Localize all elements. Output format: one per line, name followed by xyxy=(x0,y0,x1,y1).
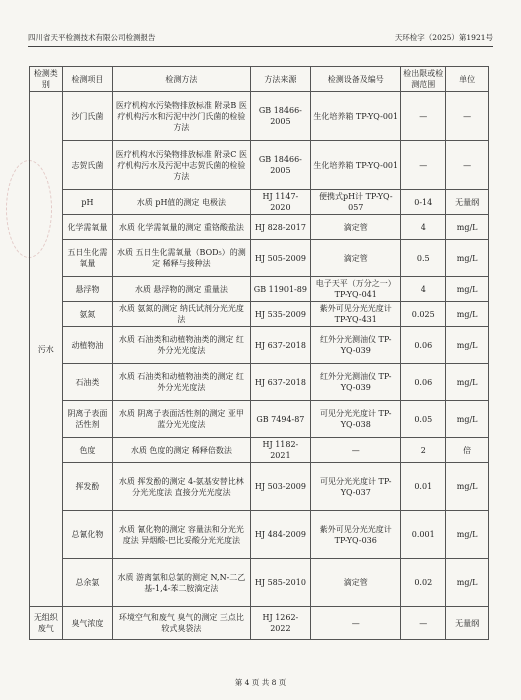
source-cell: HJ 535-2009 xyxy=(250,302,311,327)
unit-cell: — xyxy=(446,92,489,141)
method-cell: 水质 pH值的测定 电极法 xyxy=(113,190,250,215)
source-cell: HJ 484-2009 xyxy=(250,511,311,559)
unit-cell: 倍 xyxy=(446,438,489,463)
item-cell: 阴离子表面活性剂 xyxy=(62,401,113,438)
col-header-device: 检测设备及编号 xyxy=(311,67,401,92)
item-cell: 化学需氧量 xyxy=(62,215,113,240)
table-row xyxy=(30,607,489,640)
method-cell: 水质 化学需氧量的测定 重铬酸盐法 xyxy=(113,215,250,240)
table-row xyxy=(30,277,489,302)
method-cell: 水质 五日生化需氧量（BOD₅）的测定 稀释与接种法 xyxy=(113,240,250,277)
device-cell: — xyxy=(311,607,401,640)
source-cell: GB 18466-2005 xyxy=(250,92,311,141)
method-cell: 医疗机构水污染物排放标准 附录C 医疗机构污水及污泥中志贺氏菌的检验方法 xyxy=(113,141,250,190)
unit-cell: mg/L xyxy=(446,463,489,511)
method-cell: 医疗机构水污染物排放标准 附录B 医疗机构污水和污泥中沙门氏菌的检验方法 xyxy=(113,92,250,141)
col-header-source: 方法来源 xyxy=(250,67,311,92)
unit-cell: mg/L xyxy=(446,401,489,438)
limit-cell: 4 xyxy=(401,277,446,302)
source-cell: HJ 585-2010 xyxy=(250,559,311,607)
item-cell: 臭气浓度 xyxy=(62,607,113,640)
table-row xyxy=(30,327,489,364)
table-row xyxy=(30,302,489,327)
device-cell: 可见分光光度计 TP-YQ-037 xyxy=(311,463,401,511)
source-cell: GB 7494-87 xyxy=(250,401,311,438)
col-header-limit: 检出限或检测范围 xyxy=(401,67,446,92)
source-cell: HJ 828-2017 xyxy=(250,215,311,240)
method-cell: 水质 氨氮的测定 纳氏试剂分光光度法 xyxy=(113,302,250,327)
table-row xyxy=(30,401,489,438)
device-cell: 生化培养箱 TP-YQ-001 xyxy=(311,141,401,190)
table-row xyxy=(30,438,489,463)
unit-cell: mg/L xyxy=(446,240,489,277)
limit-cell: — xyxy=(401,141,446,190)
source-cell: HJ 637-2018 xyxy=(250,327,311,364)
method-cell: 水质 石油类和动植物油类的测定 红外分光光度法 xyxy=(113,364,250,401)
device-cell: 滴定管 xyxy=(311,215,401,240)
method-cell: 环境空气和废气 臭气的测定 三点比较式臭袋法 xyxy=(113,607,250,640)
unit-cell: mg/L xyxy=(446,364,489,401)
header-divider xyxy=(28,46,493,47)
item-cell: 氨氮 xyxy=(62,302,113,327)
source-cell: HJ 1182-2021 xyxy=(250,438,311,463)
device-cell: 滴定管 xyxy=(311,559,401,607)
source-cell: HJ 505-2009 xyxy=(250,240,311,277)
method-cell: 水质 游离氯和总氯的测定 N,N-二乙基-1,4-苯二胺滴定法 xyxy=(113,559,250,607)
limit-cell: — xyxy=(401,92,446,141)
item-cell: 挥发酚 xyxy=(62,463,113,511)
item-cell: 志贺氏菌 xyxy=(62,141,113,190)
item-cell: 总氰化物 xyxy=(62,511,113,559)
method-cell: 水质 石油类和动植物油类的测定 红外分光光度法 xyxy=(113,327,250,364)
col-header-unit: 单位 xyxy=(446,67,489,92)
method-cell: 水质 挥发酚的测定 4-氨基安替比林分光光度法 直接分光光度法 xyxy=(113,463,250,511)
unit-cell: mg/L xyxy=(446,215,489,240)
table-row xyxy=(30,141,489,190)
table-row xyxy=(30,463,489,511)
unit-cell: 无量纲 xyxy=(446,607,489,640)
item-cell: pH xyxy=(62,190,113,215)
item-cell: 色度 xyxy=(62,438,113,463)
unit-cell: mg/L xyxy=(446,559,489,607)
unit-cell: mg/L xyxy=(446,302,489,327)
item-cell: 五日生化需氧量 xyxy=(62,240,113,277)
device-cell: — xyxy=(311,438,401,463)
source-cell: GB 11901-89 xyxy=(250,277,311,302)
limit-cell: 0.05 xyxy=(401,401,446,438)
col-header-category: 检测类别 xyxy=(30,67,63,92)
report-number: 天环检字（2025）第1921号 xyxy=(394,32,493,42)
page-header xyxy=(28,30,493,44)
item-cell: 悬浮物 xyxy=(62,277,113,302)
device-cell: 电子天平（万分之一）TP-YQ-041 xyxy=(311,277,401,302)
device-cell: 紫外可见分光光度计 TP-YQ-036 xyxy=(311,511,401,559)
device-cell: 便携式pH计 TP-YQ-057 xyxy=(311,190,401,215)
table-row xyxy=(30,511,489,559)
item-cell: 沙门氏菌 xyxy=(62,92,113,141)
table-row xyxy=(30,240,489,277)
device-cell: 生化培养箱 TP-YQ-001 xyxy=(311,92,401,141)
col-header-item: 检测项目 xyxy=(62,67,113,92)
table-row xyxy=(30,215,489,240)
item-cell: 石油类 xyxy=(62,364,113,401)
method-cell: 水质 阴离子表面活性剂的测定 亚甲蓝分光光度法 xyxy=(113,401,250,438)
table-row xyxy=(30,559,489,607)
limit-cell: 0-14 xyxy=(401,190,446,215)
company-name: 四川省天平检测技术有限公司检测报告 xyxy=(28,32,156,42)
limit-cell: 0.02 xyxy=(401,559,446,607)
page-number: 第 4 页 共 8 页 xyxy=(234,678,287,687)
unit-cell: mg/L xyxy=(446,511,489,559)
category-cell: 无组织废气 xyxy=(30,607,63,640)
unit-cell: — xyxy=(446,141,489,190)
limit-cell: 0.01 xyxy=(401,463,446,511)
source-cell: HJ 637-2018 xyxy=(250,364,311,401)
method-table xyxy=(29,66,489,640)
item-cell: 总余氯 xyxy=(62,559,113,607)
limit-cell: 0.025 xyxy=(401,302,446,327)
limit-cell: 0.001 xyxy=(401,511,446,559)
unit-cell: mg/L xyxy=(446,277,489,302)
limit-cell: 0.5 xyxy=(401,240,446,277)
limit-cell: 0.06 xyxy=(401,327,446,364)
method-cell: 水质 悬浮物的测定 重量法 xyxy=(113,277,250,302)
table-row xyxy=(30,92,489,141)
limit-cell: 0.06 xyxy=(401,364,446,401)
device-cell: 滴定管 xyxy=(311,240,401,277)
table-header-row xyxy=(30,67,489,92)
table-row xyxy=(30,364,489,401)
method-cell: 水质 氰化物的测定 容量法和分光光度法 异烟酸-巴比妥酸分光光度法 xyxy=(113,511,250,559)
source-cell: HJ 1262-2022 xyxy=(250,607,311,640)
category-cell: 污水 xyxy=(30,92,63,607)
device-cell: 紫外可见分光光度计 TP-YQ-431 xyxy=(311,302,401,327)
limit-cell: 2 xyxy=(401,438,446,463)
col-header-method: 检测方法 xyxy=(113,67,250,92)
method-cell: 水质 色度的测定 稀释倍数法 xyxy=(113,438,250,463)
unit-cell: 无量纲 xyxy=(446,190,489,215)
device-cell: 红外分光测油仪 TP-YQ-039 xyxy=(311,327,401,364)
source-cell: HJ 503-2009 xyxy=(250,463,311,511)
source-cell: GB 18466-2005 xyxy=(250,141,311,190)
unit-cell: mg/L xyxy=(446,327,489,364)
device-cell: 可见分光光度计 TP-YQ-038 xyxy=(311,401,401,438)
limit-cell: — xyxy=(401,607,446,640)
limit-cell: 4 xyxy=(401,215,446,240)
device-cell: 红外分光测油仪 TP-YQ-039 xyxy=(311,364,401,401)
table-row xyxy=(30,190,489,215)
source-cell: HJ 1147-2020 xyxy=(250,190,311,215)
item-cell: 动植物油 xyxy=(62,327,113,364)
